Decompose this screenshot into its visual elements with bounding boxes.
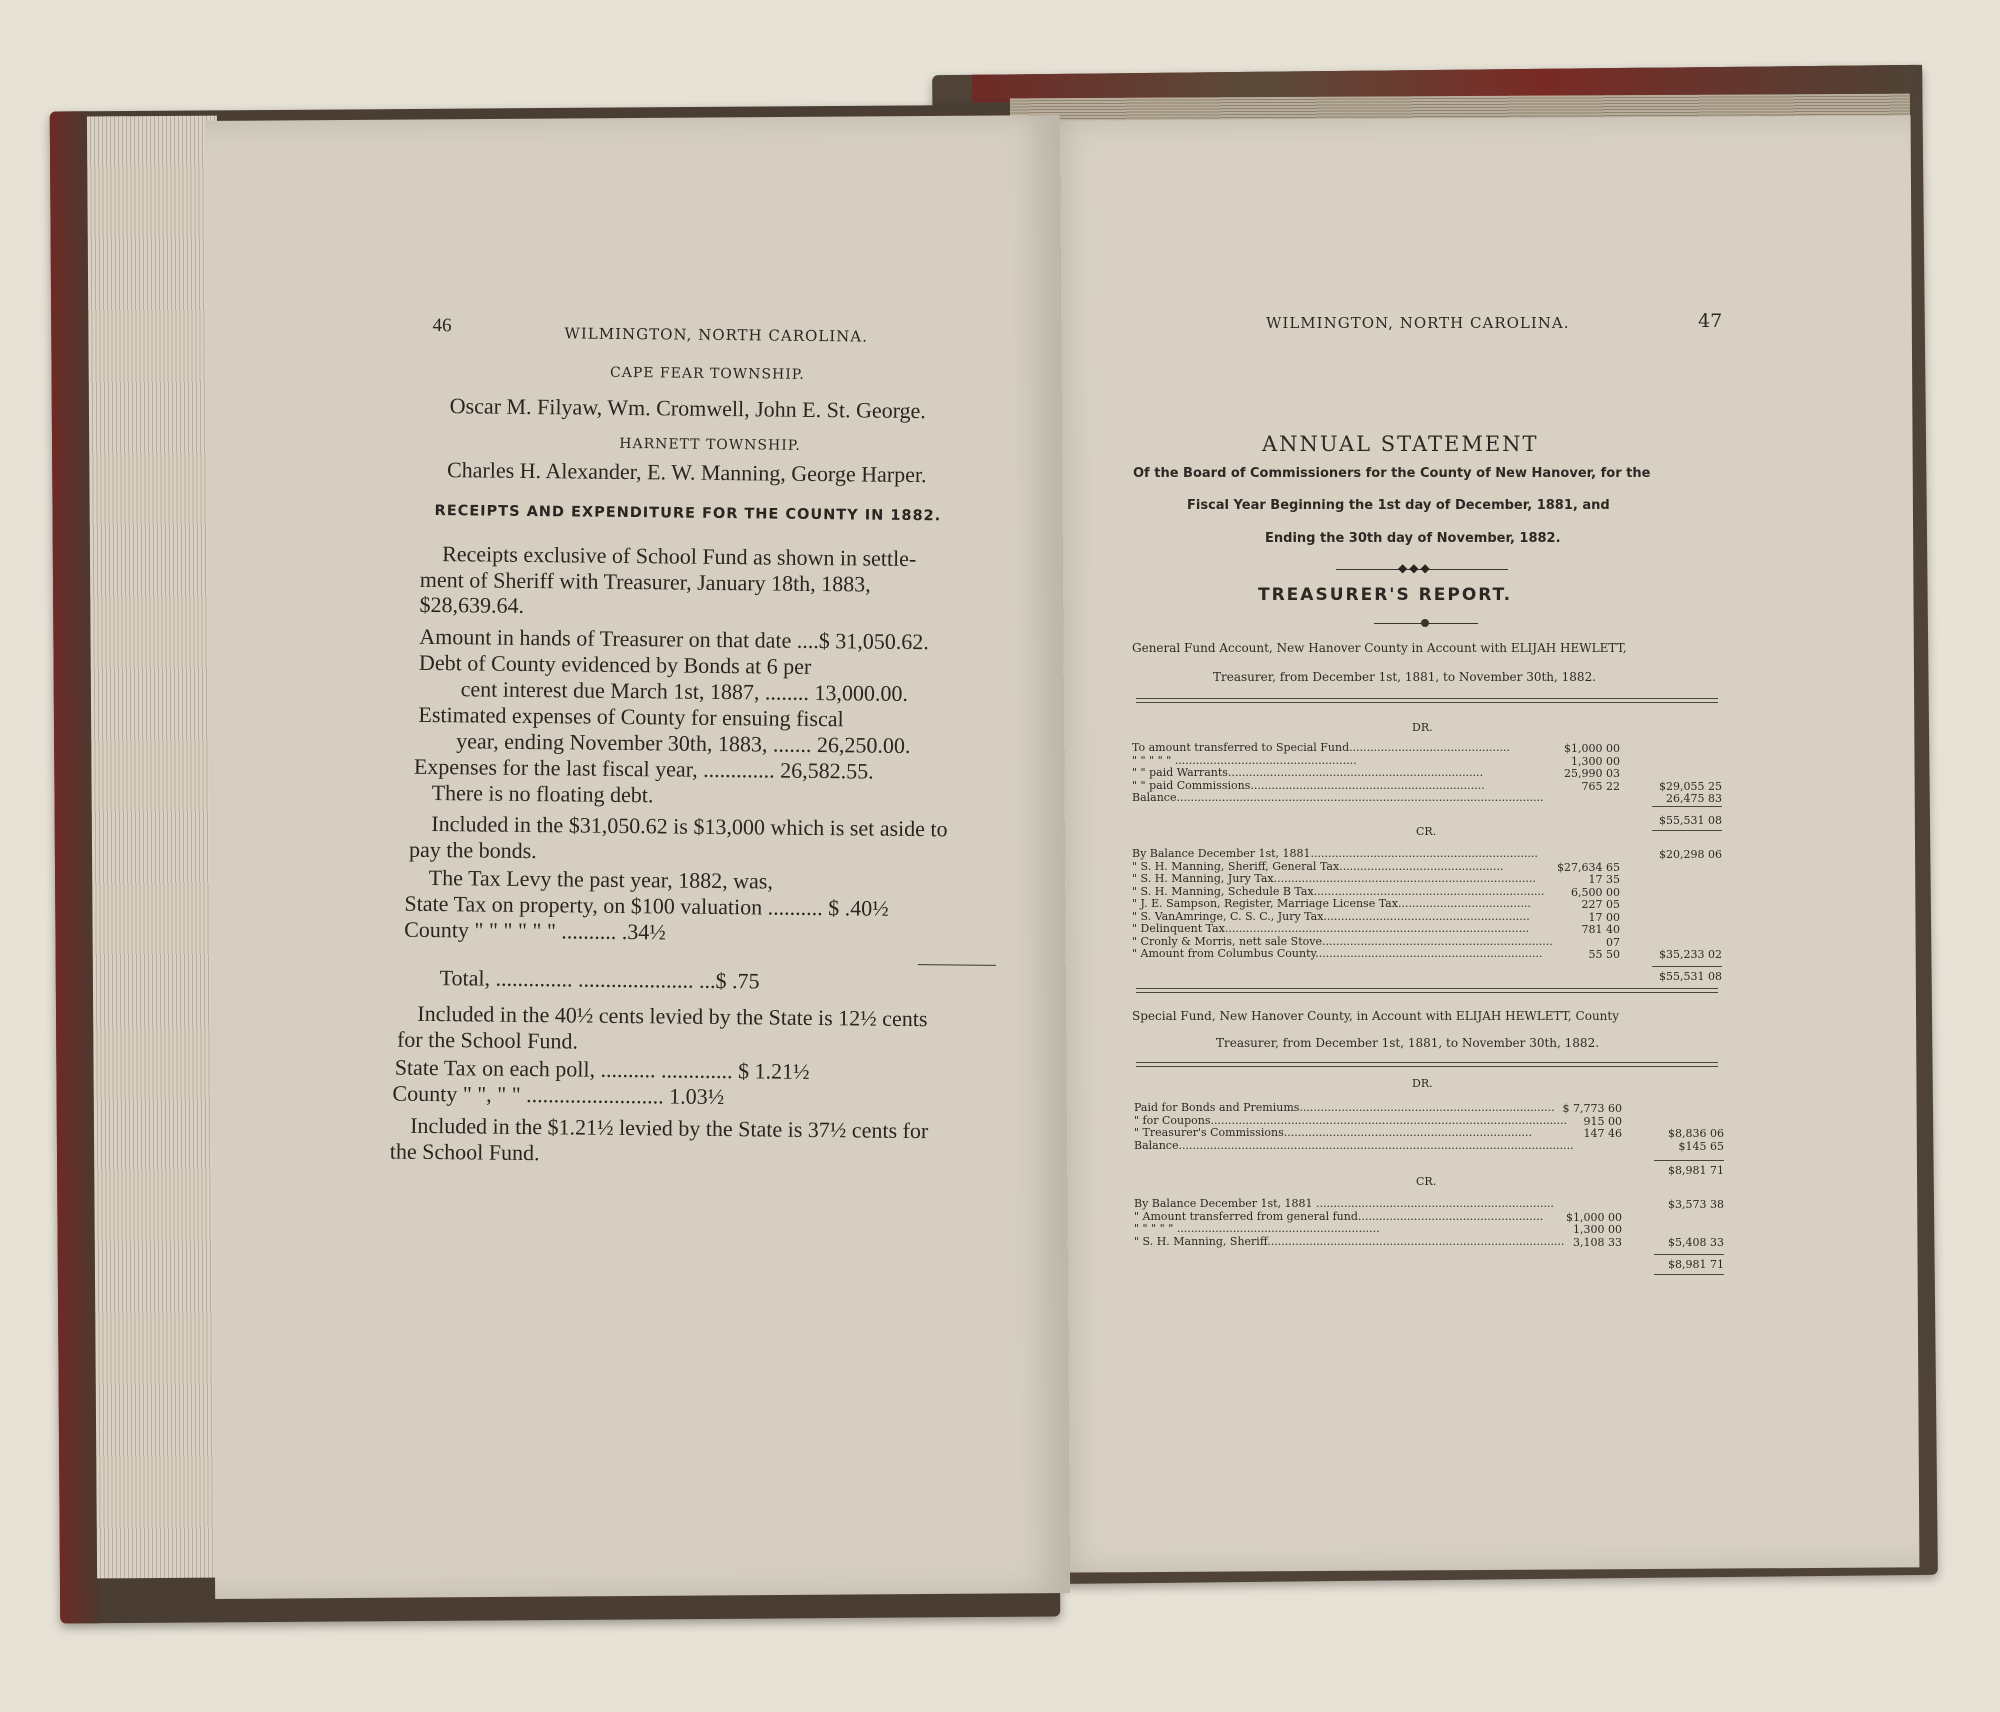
ledger-row-total: $20,298 06 bbox=[1659, 848, 1722, 861]
ledger-row-label: " Amount transferred from general fund..................................................... bbox=[1134, 1210, 1544, 1223]
ledger-row-label: " for Coupons...................................................................................................... bbox=[1134, 1114, 1568, 1127]
ledger-row-amount: 147 46 bbox=[1583, 1127, 1622, 1140]
dr-label: DR. bbox=[1412, 1077, 1433, 1090]
subtotal-rule bbox=[1652, 806, 1722, 807]
harnett-names: Charles H. Alexander, E. W. Manning, George Harper. bbox=[446, 457, 927, 488]
ledger-row-label: " S. VanAmringe, C. S. C., Jury Tax........................................................... bbox=[1132, 910, 1530, 923]
body-line: Included in the 40½ cents levied by the State is 12½ cents bbox=[417, 1000, 928, 1032]
body-line: County " ", " " ......................... 1.03½ bbox=[392, 1080, 725, 1110]
body-line: pay the bonds. bbox=[408, 836, 537, 864]
body-line: Included in the $1.21½ levied by the State is 37½ cents for bbox=[410, 1112, 929, 1144]
body-line: $28,639.64. bbox=[419, 591, 525, 618]
ledger-row-label: " Cronly & Morris, nett sale Stove.................................................................. bbox=[1132, 935, 1553, 948]
subtitle-line: Of the Board of Commissioners for the County of New Hanover, for the bbox=[1133, 466, 1651, 481]
ledger-row-total: $8,836 06 bbox=[1668, 1127, 1724, 1140]
body-line: There is no floating debt. bbox=[431, 779, 654, 808]
ledger-row-label: " Amount from Columbus County................................................................. bbox=[1132, 948, 1543, 960]
ledger-row-total: $5,408 33 bbox=[1668, 1235, 1724, 1249]
ledger-row-amount: 07 bbox=[1606, 935, 1620, 949]
ledger-row-label: By Balance December 1st, 1881 .................................................................... bbox=[1134, 1198, 1554, 1210]
ledger-row-amount: 17 00 bbox=[1588, 910, 1620, 924]
ledger-row-amount: 765 22 bbox=[1581, 779, 1620, 793]
body-line: County " " " " " " .......... .34½ bbox=[404, 916, 666, 945]
ledger-row-amount: 1,300 00 bbox=[1573, 1223, 1622, 1236]
ledger-row-total: 26,475 83 bbox=[1666, 792, 1722, 805]
ledger-row-amount: $27,634 65 bbox=[1557, 860, 1620, 874]
double-rule bbox=[1136, 988, 1718, 989]
cape-fear-heading: CAPE FEAR TOWNSHIP. bbox=[609, 364, 805, 383]
ledger-row-label: Balance................................................................................................................. bbox=[1134, 1139, 1574, 1152]
body-line: Expenses for the last fiscal year, ............. 26,582.55. bbox=[413, 753, 874, 784]
cr-label: CR. bbox=[1416, 1175, 1437, 1188]
ledger-row-amount: $1,000 00 bbox=[1564, 742, 1620, 755]
ledger-row-label: " S. H. Manning, Jury Tax........................................................................... bbox=[1132, 873, 1536, 885]
ledger-row-amount: 6,500 00 bbox=[1571, 885, 1620, 899]
double-rule bbox=[1136, 1062, 1718, 1063]
body-line: Total, .............. ..................... ...$ .75 bbox=[439, 965, 760, 994]
ledger-row-amount: 227 05 bbox=[1581, 898, 1620, 911]
ledger-row-total: $35,233 02 bbox=[1659, 948, 1722, 961]
ledger-row-amount: 1,300 00 bbox=[1571, 754, 1620, 768]
total-rule bbox=[1654, 1274, 1724, 1275]
ledger-row-total: $145 65 bbox=[1678, 1139, 1724, 1153]
left-running-head: WILMINGTON, NORTH CAROLINA. bbox=[564, 324, 869, 346]
general-fund-ledger bbox=[1132, 718, 1722, 983]
subtotal-rule bbox=[1654, 1254, 1724, 1255]
body-line: year, ending November 30th, 1883, ....... 26,250.00. bbox=[456, 728, 911, 758]
ledger-row-label: " Treasurer's Commissions....................................................................... bbox=[1134, 1127, 1532, 1139]
ledger-row-amount: 25,990 03 bbox=[1564, 767, 1620, 780]
special-cr-grand-total: $8,981 71 bbox=[1668, 1258, 1724, 1271]
body-line: Included in the $31,050.62 is $13,000 which is set aside to bbox=[431, 810, 948, 842]
right-page-number: 47 bbox=[1698, 310, 1723, 332]
ledger-row-total: $29,055 25 bbox=[1659, 779, 1722, 793]
body-line: Estimated expenses of County for ensuing fiscal bbox=[418, 701, 844, 732]
ledger-row-amount: 55 50 bbox=[1588, 948, 1620, 961]
body-line: Receipts exclusive of School Fund as shown in settle- bbox=[442, 541, 917, 572]
body-line: for the School Fund. bbox=[396, 1026, 579, 1054]
ledger-row-amount: 781 40 bbox=[1581, 923, 1620, 936]
ledger-row-amount: $1,000 00 bbox=[1566, 1210, 1622, 1224]
double-rule bbox=[1136, 992, 1718, 993]
body-line: State Tax on property, on $100 valuation .......... $ .40½ bbox=[404, 890, 889, 921]
ledger-row-label: " S. H. Manning, Schedule B Tax.................................................................. bbox=[1132, 885, 1545, 898]
ledger-row-label: " " paid Warrants......................................................................... bbox=[1132, 767, 1484, 779]
general-dr-grand-total: $55,531 08 bbox=[1659, 814, 1722, 827]
body-line: ment of Sheriff with Treasurer, January 18th, 1883, bbox=[419, 566, 871, 597]
special-fund-ledger bbox=[1134, 1076, 1724, 1276]
ledger-row-amount: 915 00 bbox=[1583, 1114, 1622, 1128]
ledger-row-label: " J. E. Sampson, Register, Marriage License Tax...................................... bbox=[1132, 898, 1531, 910]
ledger-row-label: " Delinquent Tax....................................................................................... bbox=[1132, 923, 1530, 935]
ledger-row-label: " S. H. Manning, Sheriff..................................................................................... bbox=[1134, 1235, 1565, 1248]
ledger-row-label: By Balance December 1st, 1881................................................................. bbox=[1132, 848, 1538, 860]
annual-statement-title: ANNUAL STATEMENT bbox=[1262, 432, 1539, 456]
special-fund-caption: Treasurer, from December 1st, 1881, to November 30th, 1882. bbox=[1216, 1036, 1600, 1050]
total-rule bbox=[1652, 830, 1722, 831]
right-running-head: WILMINGTON, NORTH CAROLINA. bbox=[1266, 314, 1570, 332]
subtotal-rule bbox=[1654, 1160, 1724, 1161]
cape-fear-names: Oscar M. Filyaw, Wm. Cromwell, John E. St. George. bbox=[449, 393, 927, 424]
cr-label: CR. bbox=[1416, 825, 1437, 838]
double-rule bbox=[1136, 1066, 1718, 1067]
ledger-row-label: To amount transferred to Special Fund.............................................. bbox=[1132, 742, 1510, 754]
ornament-dot-icon bbox=[1421, 619, 1429, 627]
body-line: Amount in hands of Treasurer on that date ....$ 31,050.62. bbox=[419, 623, 929, 655]
subtitle-line: Ending the 30th day of November, 1882. bbox=[1265, 531, 1561, 546]
ledger-row-label: " " " " " .......................................................... bbox=[1134, 1223, 1380, 1235]
special-dr-grand-total: $8,981 71 bbox=[1668, 1164, 1724, 1177]
special-fund-caption: Special Fund, New Hanover County, in Account with ELIJAH HEWLETT, County bbox=[1132, 1009, 1620, 1023]
receipts-heading: RECEIPTS AND EXPENDITURE FOR THE COUNTY IN 1882. bbox=[434, 502, 942, 525]
double-rule bbox=[1136, 702, 1718, 703]
left-page-number: 46 bbox=[432, 314, 452, 337]
ledger-row-amount: 3,108 33 bbox=[1573, 1235, 1622, 1249]
body-line: Debt of County evidenced by Bonds at 6 per bbox=[418, 649, 812, 679]
body-line: the School Fund. bbox=[389, 1138, 540, 1166]
ledger-row-label: " S. H. Manning, Sheriff, General Tax............................................... bbox=[1132, 860, 1504, 873]
body-line: cent interest due March 1st, 1887, ........ 13,000.00. bbox=[460, 676, 909, 706]
subtotal-rule bbox=[1652, 966, 1722, 967]
dr-label: DR. bbox=[1412, 721, 1433, 734]
ledger-row-amount: 17 35 bbox=[1588, 873, 1620, 886]
subtitle-line: Fiscal Year Beginning the 1st day of December, 1881, and bbox=[1187, 498, 1610, 513]
treasurers-report-title: TREASURER'S REPORT. bbox=[1258, 585, 1513, 605]
ledger-row-label: " " " " " .................................................... bbox=[1132, 754, 1357, 767]
ledger-row-label: Balance......................................................................................................... bbox=[1132, 792, 1544, 804]
general-fund-caption: Treasurer, from December 1st, 1881, to November 30th, 1882. bbox=[1213, 670, 1597, 684]
body-line: The Tax Levy the past year, 1882, was, bbox=[428, 864, 774, 894]
ledger-row-amount: $ 7,773 60 bbox=[1562, 1102, 1622, 1115]
harnett-heading: HARNETT TOWNSHIP. bbox=[619, 435, 801, 454]
double-rule bbox=[1136, 698, 1718, 699]
ledger-row-total: $3,573 38 bbox=[1668, 1198, 1724, 1211]
body-line: State Tax on each poll, .......... ............. $ 1.21½ bbox=[394, 1054, 810, 1084]
general-cr-grand-total: $55,531 08 bbox=[1659, 970, 1722, 983]
ledger-row-label: " " paid Commissions................................................................... bbox=[1132, 779, 1485, 792]
general-fund-caption: General Fund Account, New Hanover County in Account with ELIJAH HEWLETT, bbox=[1132, 641, 1627, 655]
ledger-row-label: Paid for Bonds and Premiums......................................................................... bbox=[1134, 1102, 1555, 1114]
ornament-diamond-icon: ◆◆◆ bbox=[1398, 561, 1432, 575]
